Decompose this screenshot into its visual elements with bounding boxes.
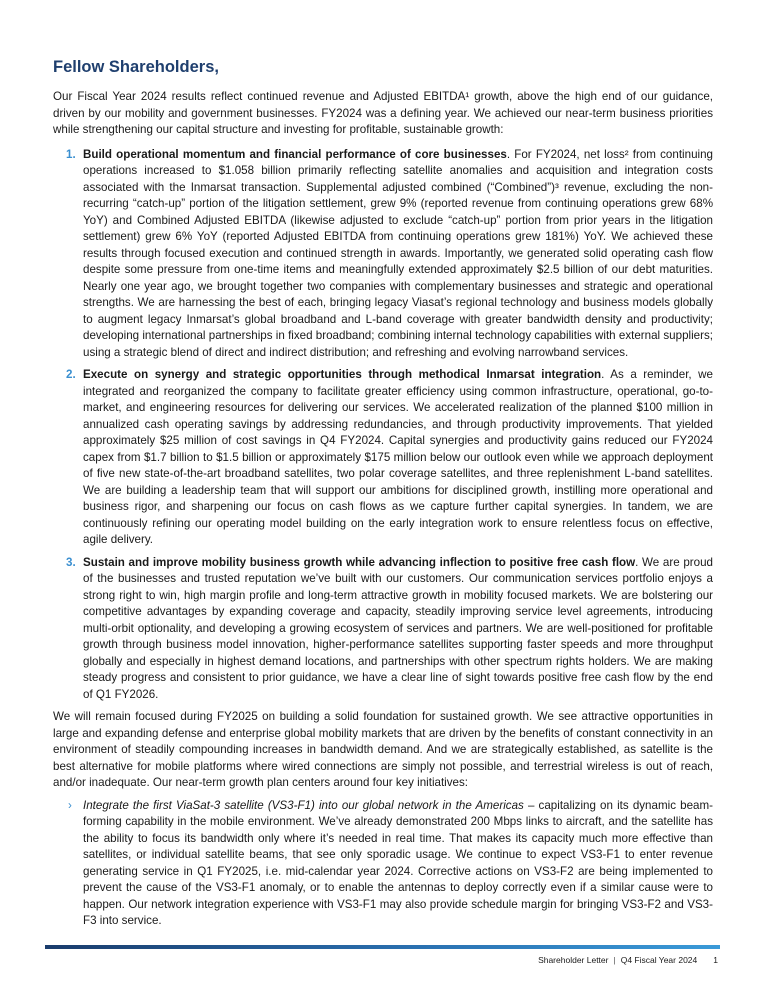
footer-separator: |: [613, 955, 616, 965]
priority-number: 1.: [66, 147, 76, 161]
priority-body: . For FY2024, net loss² from continuing operations increased to $1.058 billion primarily reflecting satellite anomalies and acquisition and integration costs associated with the Inmarsat transaction. Supplemental adjusted combined (“Combined”)³ revenue, excluding the non-recurring “catch-up” portion of the litigation settlement, grew 9% (reported revenue from continuing operations grew 68% YoY) and Combined Adjusted EBITDA (likewise adjusted to exclude “catch-up” portion from prior years in the litigation settlement) grew 6% YoY (reported Adjusted EBITDA from continuing operations grew 181%) YoY. We achieved these results through focused execution and continued strength in awards. Importantly, we generated solid operating cash flow despite some pressure from one-time items and meaningfully extended approximately $2.5 billion of our debt maturities. Nearly one year ago, we brought together two companies with complementary businesses and strategic and operational strengths. We are harnessing the best of each, bringing legacy Viasat’s regional technology and business models globally to augment legacy Inmarsat’s global broadband and L-band coverage with greater bandwidth density and productivity; developing international partnerships in fixed broadband; combining internal technology capabilities with external suppliers; using a strategic blend of direct and indirect distribution; and refreshing and evolving narrowband services.: [83, 147, 713, 359]
priority-item: [53, 555, 713, 704]
initiative-paragraph: [83, 798, 713, 930]
footer-period: Q4 Fiscal Year 2024: [620, 955, 698, 965]
priorities-list: [53, 147, 713, 704]
priority-item: [53, 147, 713, 362]
footer-doc-title: Shareholder Letter: [538, 955, 609, 965]
priority-body: . As a reminder, we integrated and reorganized the company to facilitate greater efficiency using common infrastructure, operational, go-to-market, and engineering resources for delivering our services. We accelerated realization of the planned $100 million in annualized cash operating savings by addressing redundancies, and through productivity improvements. That yielded approximately $25 million of cost savings in Q4 FY2024. Capital synergies and productivity gains reduced our FY2024 capex from $1.7 billion to $1.5 billion or approximately $175 million below our outlook even while we approach deployment of five new state-of-the-art broadband satellites, two polar coverage satellites, and three replenishment L-band satellites. We are building a leadership team that will support our ambitions for disciplined growth, instilling more operational and business rigor, and sharpening our focus on cash flows as we capture further capital synergies. In tandem, we are continuously refining our operating model building on the early integration work to ensure relentless focus on effective, agile delivery.: [83, 368, 713, 546]
page-footer: [538, 955, 718, 965]
priority-paragraph: [83, 555, 713, 704]
initiative-body: – capitalizing on its dynamic beam-forming capability in the mobile environment. We’ve already demonstrated 200 Mbps links to aircraft, and the satellite has the ability to focus its bandwidth only where it’s needed in real time. That makes its capacity much more effective than satellites, or individual satellite beams, that see only sporadic usage. We continue to expect VS3-F1 to enter revenue generating service in Q1 FY2025, i.e. mid-calendar year 2024. Corrective actions on VS3-F2 are being implemented to prevent the cause of the VS3-F1 anomaly, or to enable the antennas to deploy correctly even if a similar cause were to happen. Our network integration experience with VS3-F1 may also provide schedule margin for bringing VS3-F2 and VS3-F3 into service.: [83, 798, 713, 927]
chevron-right-icon: ›: [68, 798, 72, 812]
priority-title: Sustain and improve mobility business growth while advancing inflection to positive free cash flow: [83, 555, 636, 569]
initiative-title: Integrate the first ViaSat-3 satellite (VS3-F1) into our global network in the Americas: [83, 798, 524, 812]
footer-rule: [45, 945, 720, 949]
priority-number: 2.: [66, 368, 76, 381]
page-title: Fellow Shareholders,: [53, 58, 219, 76]
intro-paragraph: Our Fiscal Year 2024 results reflect continued revenue and Adjusted EBITDA¹ growth, above the high end of our guidance, driven by our mobility and government businesses. FY2024 was a defining year. We achieved our near-term business priorities while strengthening our capital structure and investing for profitable, sustainable growth:: [53, 90, 713, 136]
priority-paragraph: [83, 367, 713, 549]
priority-paragraph: [83, 147, 713, 362]
priority-item: [53, 367, 713, 549]
letter-body: [53, 58, 713, 930]
initiative-item: [53, 798, 713, 930]
priority-title: Build operational momentum and financial performance of core businesses: [83, 147, 507, 161]
initiatives-list: [53, 798, 713, 930]
priority-number: 3.: [66, 555, 76, 569]
priority-title: Execute on synergy and strategic opportunities through methodical Inmarsat integration: [83, 368, 602, 381]
growth-paragraph: We will remain focused during FY2025 on building a solid foundation for sustained growth. We see attractive opportunities in large and expanding defense and enterprise global mobility markets that are driven by the benefits of constant connectivity in an environment of steadily compounding increases in bandwidth demand. And we are strategically established, as satellite is the best alternative for mobile platforms where wired connections are simply not possible, and terrestrial wireless is out of reach, and/or inadequate. Our near-term growth plan centers around four key initiatives:: [53, 710, 713, 789]
priority-body: . We are proud of the businesses and trusted reputation we’ve built with our customers. Our communication services portfolio enjoys a strong right to win, high margin profile and long-term attractive growth in mobility focused markets. We are bolstering our competitive advantages by expanding coverage and capacity, steadily improving service level agreements, introducing multi-orbit optionality, and developing a growing ecosystem of services and partners. We are well-positioned for profitable growth through business model innovation, higher-performance satellites supporting faster speeds and more throughput globally and especially in highest demand locations, and partnerships with other spectrum rights holders. We are making steady progress and consistent to prior guidance, we have a clear line of sight towards positive free cash flow by the end of Q1 FY2026.: [83, 555, 713, 701]
page-number: 1: [713, 955, 718, 965]
